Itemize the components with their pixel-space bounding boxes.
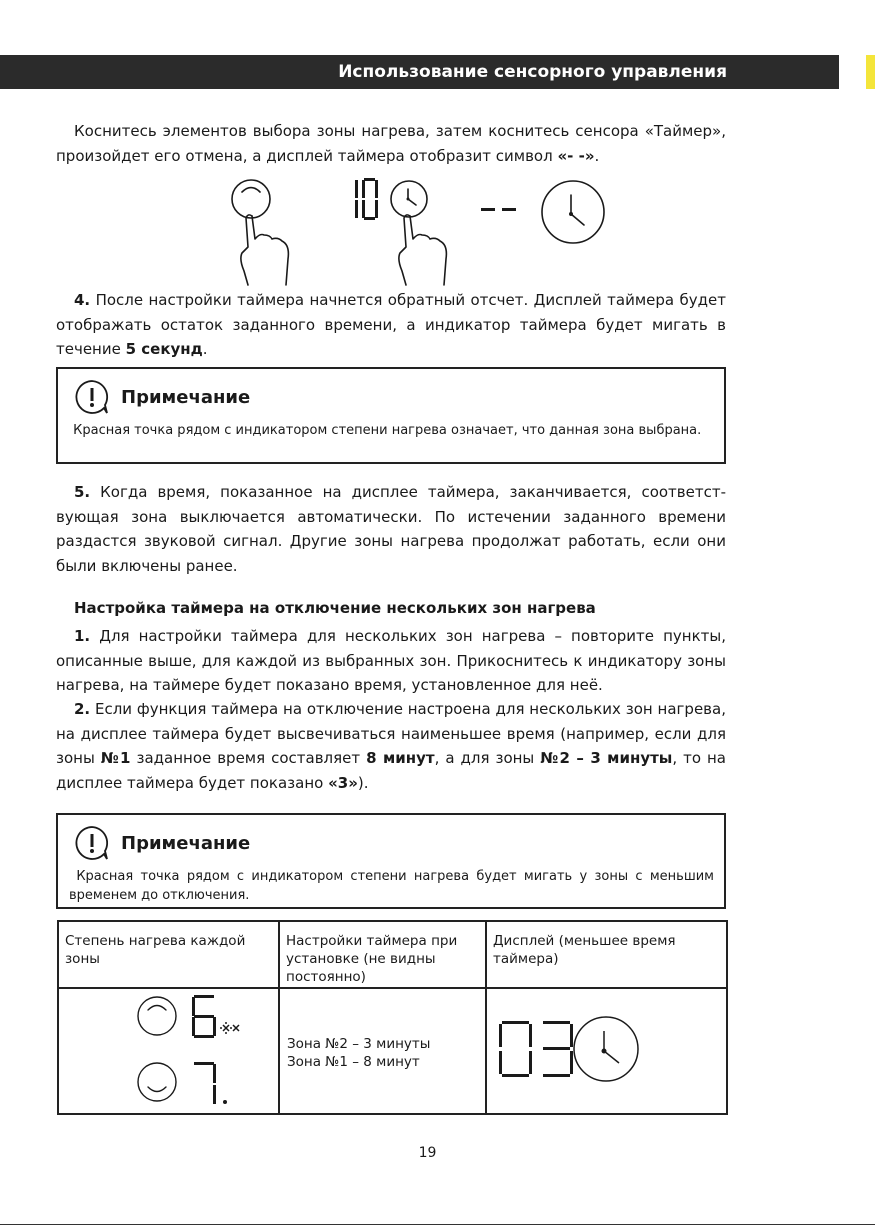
digit-6 <box>192 995 216 1038</box>
zone-levels-cell <box>58 988 279 1114</box>
timer-display-icon <box>542 181 604 243</box>
zone-1-setting: Зона №1 – 8 минут <box>287 1054 420 1070</box>
zone-level-indicators <box>59 989 280 1113</box>
note-text: Красная точка рядом с индикатором степени нагрева означает, что данная зона выбрана. <box>73 423 702 438</box>
timer-table <box>57 920 728 1115</box>
section-item-2: 2. Если функция таймера на отключение настроена для нескольких зон нагрева, на дисплее таймера будет высвечиваться наименьшее время (например, если для зоны №1 заданное время составляет 8 минут, а для зоны №2 – 3 минуты, то на дисплее таймера будет показано «3»). <box>56 700 726 792</box>
note-text: Красная точка рядом с индикатором степени нагрева будет мигать у зоны с меньшим временем до отключения. <box>69 869 714 903</box>
timer-display-03 <box>487 989 728 1113</box>
touch-illustration <box>220 175 620 290</box>
intro-paragraph: Коснитесь элементов выбора зоны нагрева, затем коснитесь сенсора «Таймер», произойдет его отмена, а дисплей таймера отобразит символ «- -». <box>56 122 726 165</box>
dash-symbol: «- -» <box>557 146 595 165</box>
section-header <box>0 55 839 89</box>
digit-display-10 <box>355 178 378 220</box>
digit-0 <box>499 1021 532 1077</box>
section-subtitle: Настройка таймера на отключение нескольких зон нагрева <box>74 599 596 617</box>
settings-cell <box>279 988 486 1114</box>
page-edge-tab <box>866 55 875 89</box>
bottom-divider <box>0 1224 875 1225</box>
dash-display <box>481 208 516 211</box>
blink-icon <box>220 1022 239 1034</box>
section-title: Использование сенсорного управления <box>338 62 727 82</box>
section-item-1: 1. Для настройки таймера для нескольких зон нагрева – повторите пункты, описанные выше, для каждой из выбранных зон. Прикоснитесь к индикатору зоны нагрева, на таймере будет показано время, установленное для неё. <box>56 627 726 694</box>
zone-2-setting: Зона №2 – 3 минуты <box>287 1036 431 1052</box>
note-title: Примечание <box>121 832 251 854</box>
clock-icon <box>574 1017 638 1081</box>
page-number: 19 <box>418 1145 437 1161</box>
zone-touch-icon <box>232 180 288 285</box>
table-header-row <box>58 921 727 988</box>
note-title: Примечание <box>121 386 251 408</box>
table-header: Настройки таймера при установке (не видны постоянно) <box>279 921 486 988</box>
exclamation-bubble-icon <box>74 825 110 861</box>
step5-paragraph: 5. Когда время, показанное на дисплее таймера, заканчивается, соответст-вующая зона выключается автоматически. По истечении заданного времени раздастся звуковой сигнал. Другие зоны нагрева продолжат работать, если они были включены ранее. <box>56 483 726 575</box>
timer-touch-icon <box>391 181 446 285</box>
table-row <box>58 988 727 1114</box>
step4-paragraph: 4. После настройки таймера начнется обратный отсчет. Дисплей таймера будет отображать остаток заданного времени, а индикатор таймера будет мигать в течение 5 секунд. <box>56 291 726 358</box>
digit-7 <box>194 1062 227 1104</box>
display-cell <box>486 988 727 1114</box>
note-box-1 <box>56 367 726 464</box>
table-header: Дисплей (меньшее время таймера) <box>486 921 727 988</box>
table-header: Степень нагрева каждой зоны <box>58 921 279 988</box>
note-box-2 <box>56 813 726 909</box>
digit-3 <box>543 1021 573 1077</box>
exclamation-bubble-icon <box>74 379 110 415</box>
